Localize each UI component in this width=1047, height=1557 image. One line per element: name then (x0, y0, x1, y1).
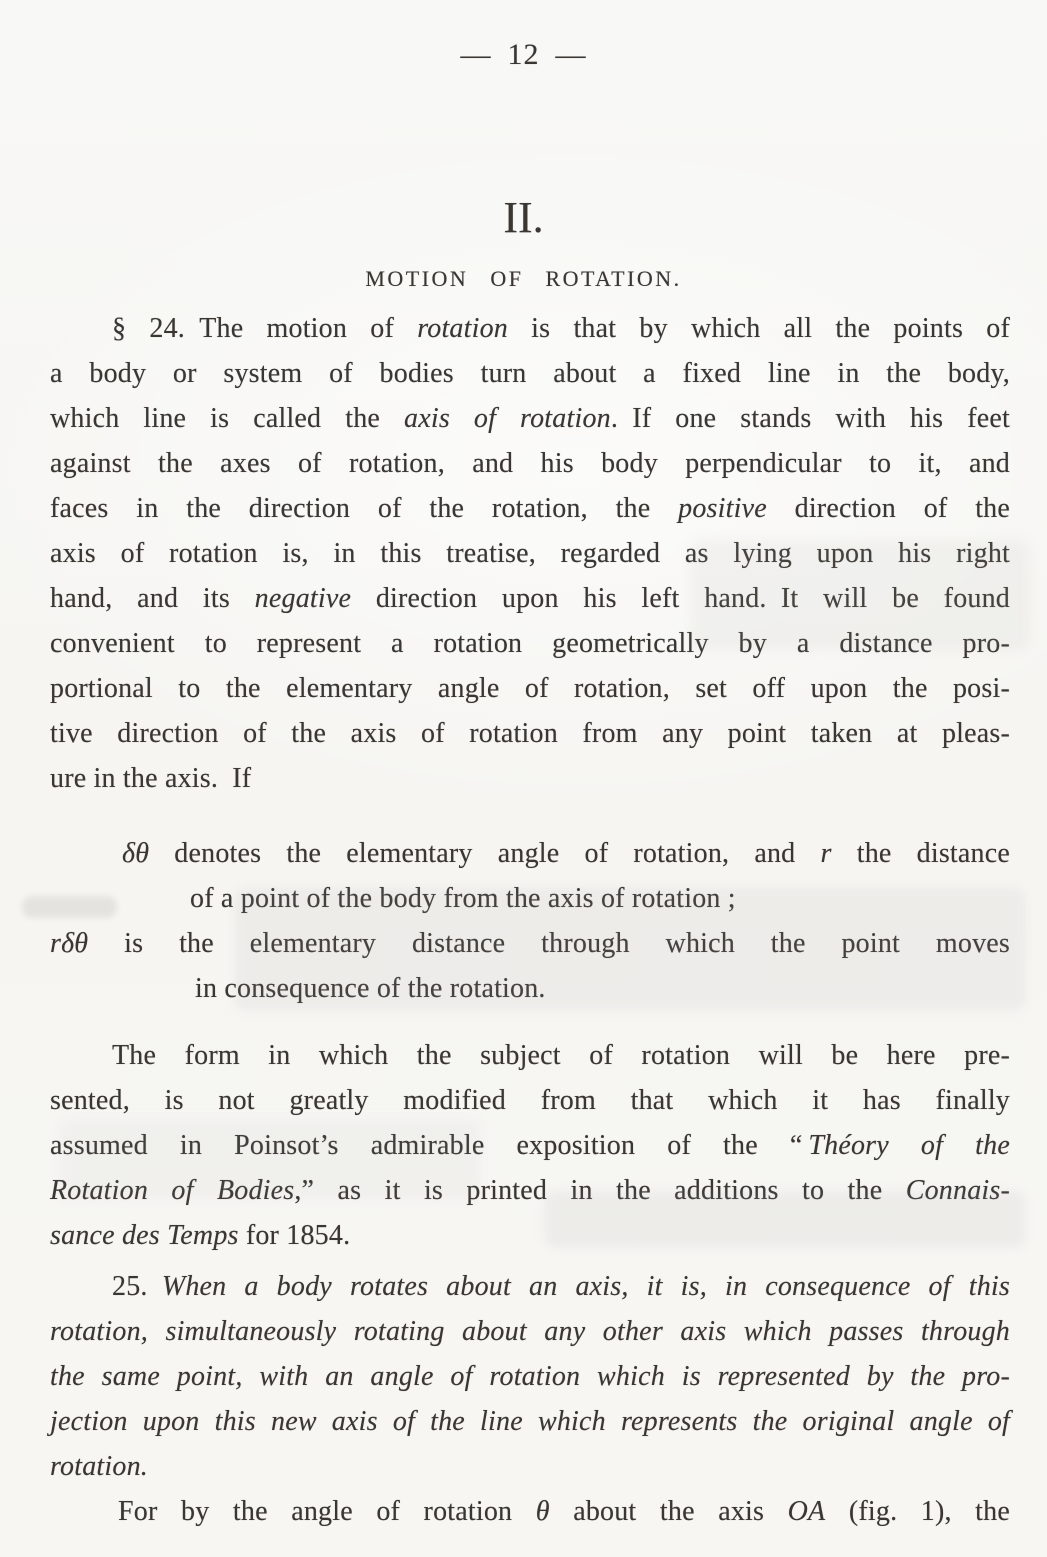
text-segment: assumed in Poinsot’s admirable exposition of the “ (50, 1130, 809, 1161)
text-segment: against the axes of rotation, and his body perpendicular to it, and (50, 448, 1010, 479)
text-segment: hand, and its (50, 583, 255, 614)
text-line (50, 1489, 1010, 1534)
italic-text-segment: rotation, simultaneously rotating about any other axis which passes through (50, 1316, 1010, 1347)
section-subtitle: MOTION OF ROTATION. (365, 266, 682, 291)
italic-text-segment: sance des Temps (50, 1220, 239, 1251)
text-segment: (fig. 1), the (825, 1496, 1010, 1527)
text-line (50, 486, 1010, 531)
text-segment: is that by which all the points of (507, 313, 1011, 344)
paragraph-25 (50, 1264, 1010, 1489)
italic-text-segment: Connais- (905, 1175, 1010, 1206)
text-segment: direction of the (766, 493, 1010, 524)
italic-text-segment: rotation. (50, 1451, 148, 1482)
italic-text-segment: OA (787, 1496, 826, 1527)
italic-text-segment: axis of rotation (404, 403, 611, 434)
text-line (50, 306, 1010, 351)
text-line (50, 666, 1010, 711)
italic-text-segment: Rotation of Bodies (50, 1175, 295, 1206)
italic-text-segment: negative (254, 583, 352, 614)
text-line (50, 1354, 1010, 1399)
body-text (0, 306, 1047, 1534)
text-line (50, 966, 1010, 1011)
text-line (50, 1078, 1010, 1123)
text-line (50, 1168, 1010, 1213)
text-line (50, 576, 1010, 621)
text-segment: which line is called the (50, 403, 405, 434)
text-segment: the distance (831, 838, 1010, 869)
text-segment: portional to the elementary angle of rotation, set off upon the posi- (50, 673, 1010, 704)
text-segment: of a point of the body from the axis of rotation ; (190, 883, 736, 914)
text-segment: denotes the elementary angle of rotation, and (149, 838, 821, 869)
text-segment: tive direction of the axis of rotation from any point taken at pleas- (50, 718, 1010, 749)
text-segment: convenient to represent a rotation geometrically by a distance pro- (50, 628, 1010, 659)
text-line (50, 531, 1010, 576)
paragraph-form (50, 1033, 1010, 1258)
text-segment: sented, is not greatly modified from that which it has finally (50, 1085, 1010, 1116)
text-line (50, 1309, 1010, 1354)
text-segment: in consequence of the rotation. (195, 973, 546, 1004)
text-line (50, 876, 1010, 921)
text-line (50, 711, 1010, 756)
text-segment: ,” as it is printed in the additions to the (294, 1175, 906, 1206)
text-line (50, 1033, 1010, 1078)
italic-text-segment: rδθ (50, 928, 89, 959)
text-line (50, 1213, 1010, 1258)
paragraph-for (50, 1489, 1010, 1534)
text-line (50, 756, 1010, 801)
italic-text-segment: δθ (122, 838, 150, 869)
text-segment: direction upon his left hand. It will be found (351, 583, 1010, 614)
text-line (50, 1264, 1010, 1309)
text-segment: is the elementary distance through which the point moves (88, 928, 1010, 959)
text-segment: 25. (112, 1271, 162, 1302)
italic-text-segment: Théory of the (808, 1130, 1010, 1161)
text-segment: faces in the direction of the rotation, the (50, 493, 679, 524)
paragraph-24 (50, 306, 1010, 801)
italic-text-segment: θ (535, 1496, 550, 1527)
italic-text-segment: rotation (417, 313, 508, 344)
page-number: — 12 — (460, 38, 587, 71)
text-segment: for 1854. (238, 1220, 351, 1251)
text-line (50, 1123, 1010, 1168)
definitions (50, 831, 1010, 1011)
text-segment: axis of rotation is, in this treatise, regarded as lying upon his right (50, 538, 1010, 569)
text-segment: § 24. The motion of (112, 313, 418, 344)
italic-text-segment: r (820, 838, 832, 869)
text-segment: . If one stands with his feet (610, 403, 1011, 434)
text-line (50, 441, 1010, 486)
text-segment: ure in the axis. If (50, 763, 252, 794)
italic-text-segment: positive (678, 493, 767, 524)
text-line (50, 351, 1010, 396)
text-segment: about the axis (549, 1496, 788, 1527)
italic-text-segment: When a body rotates about an axis, it is, in consequence of this (161, 1271, 1010, 1302)
section-heading: II. (503, 193, 544, 242)
italic-text-segment: the same point, with an angle of rotation which is represented by the pro- (50, 1361, 1010, 1392)
text-line (50, 1399, 1010, 1444)
italic-text-segment: jection upon this new axis of the line which represents the original angle of (50, 1406, 1010, 1437)
text-line (50, 1444, 1010, 1489)
text-segment: a body or system of bodies turn about a fixed line in the body, (50, 358, 1010, 389)
text-line (50, 831, 1010, 876)
text-segment: For by the angle of rotation (118, 1496, 536, 1527)
text-line (50, 921, 1010, 966)
text-line (50, 621, 1010, 666)
text-segment: The form in which the subject of rotation will be here pre- (112, 1040, 1010, 1071)
text-line (50, 396, 1010, 441)
